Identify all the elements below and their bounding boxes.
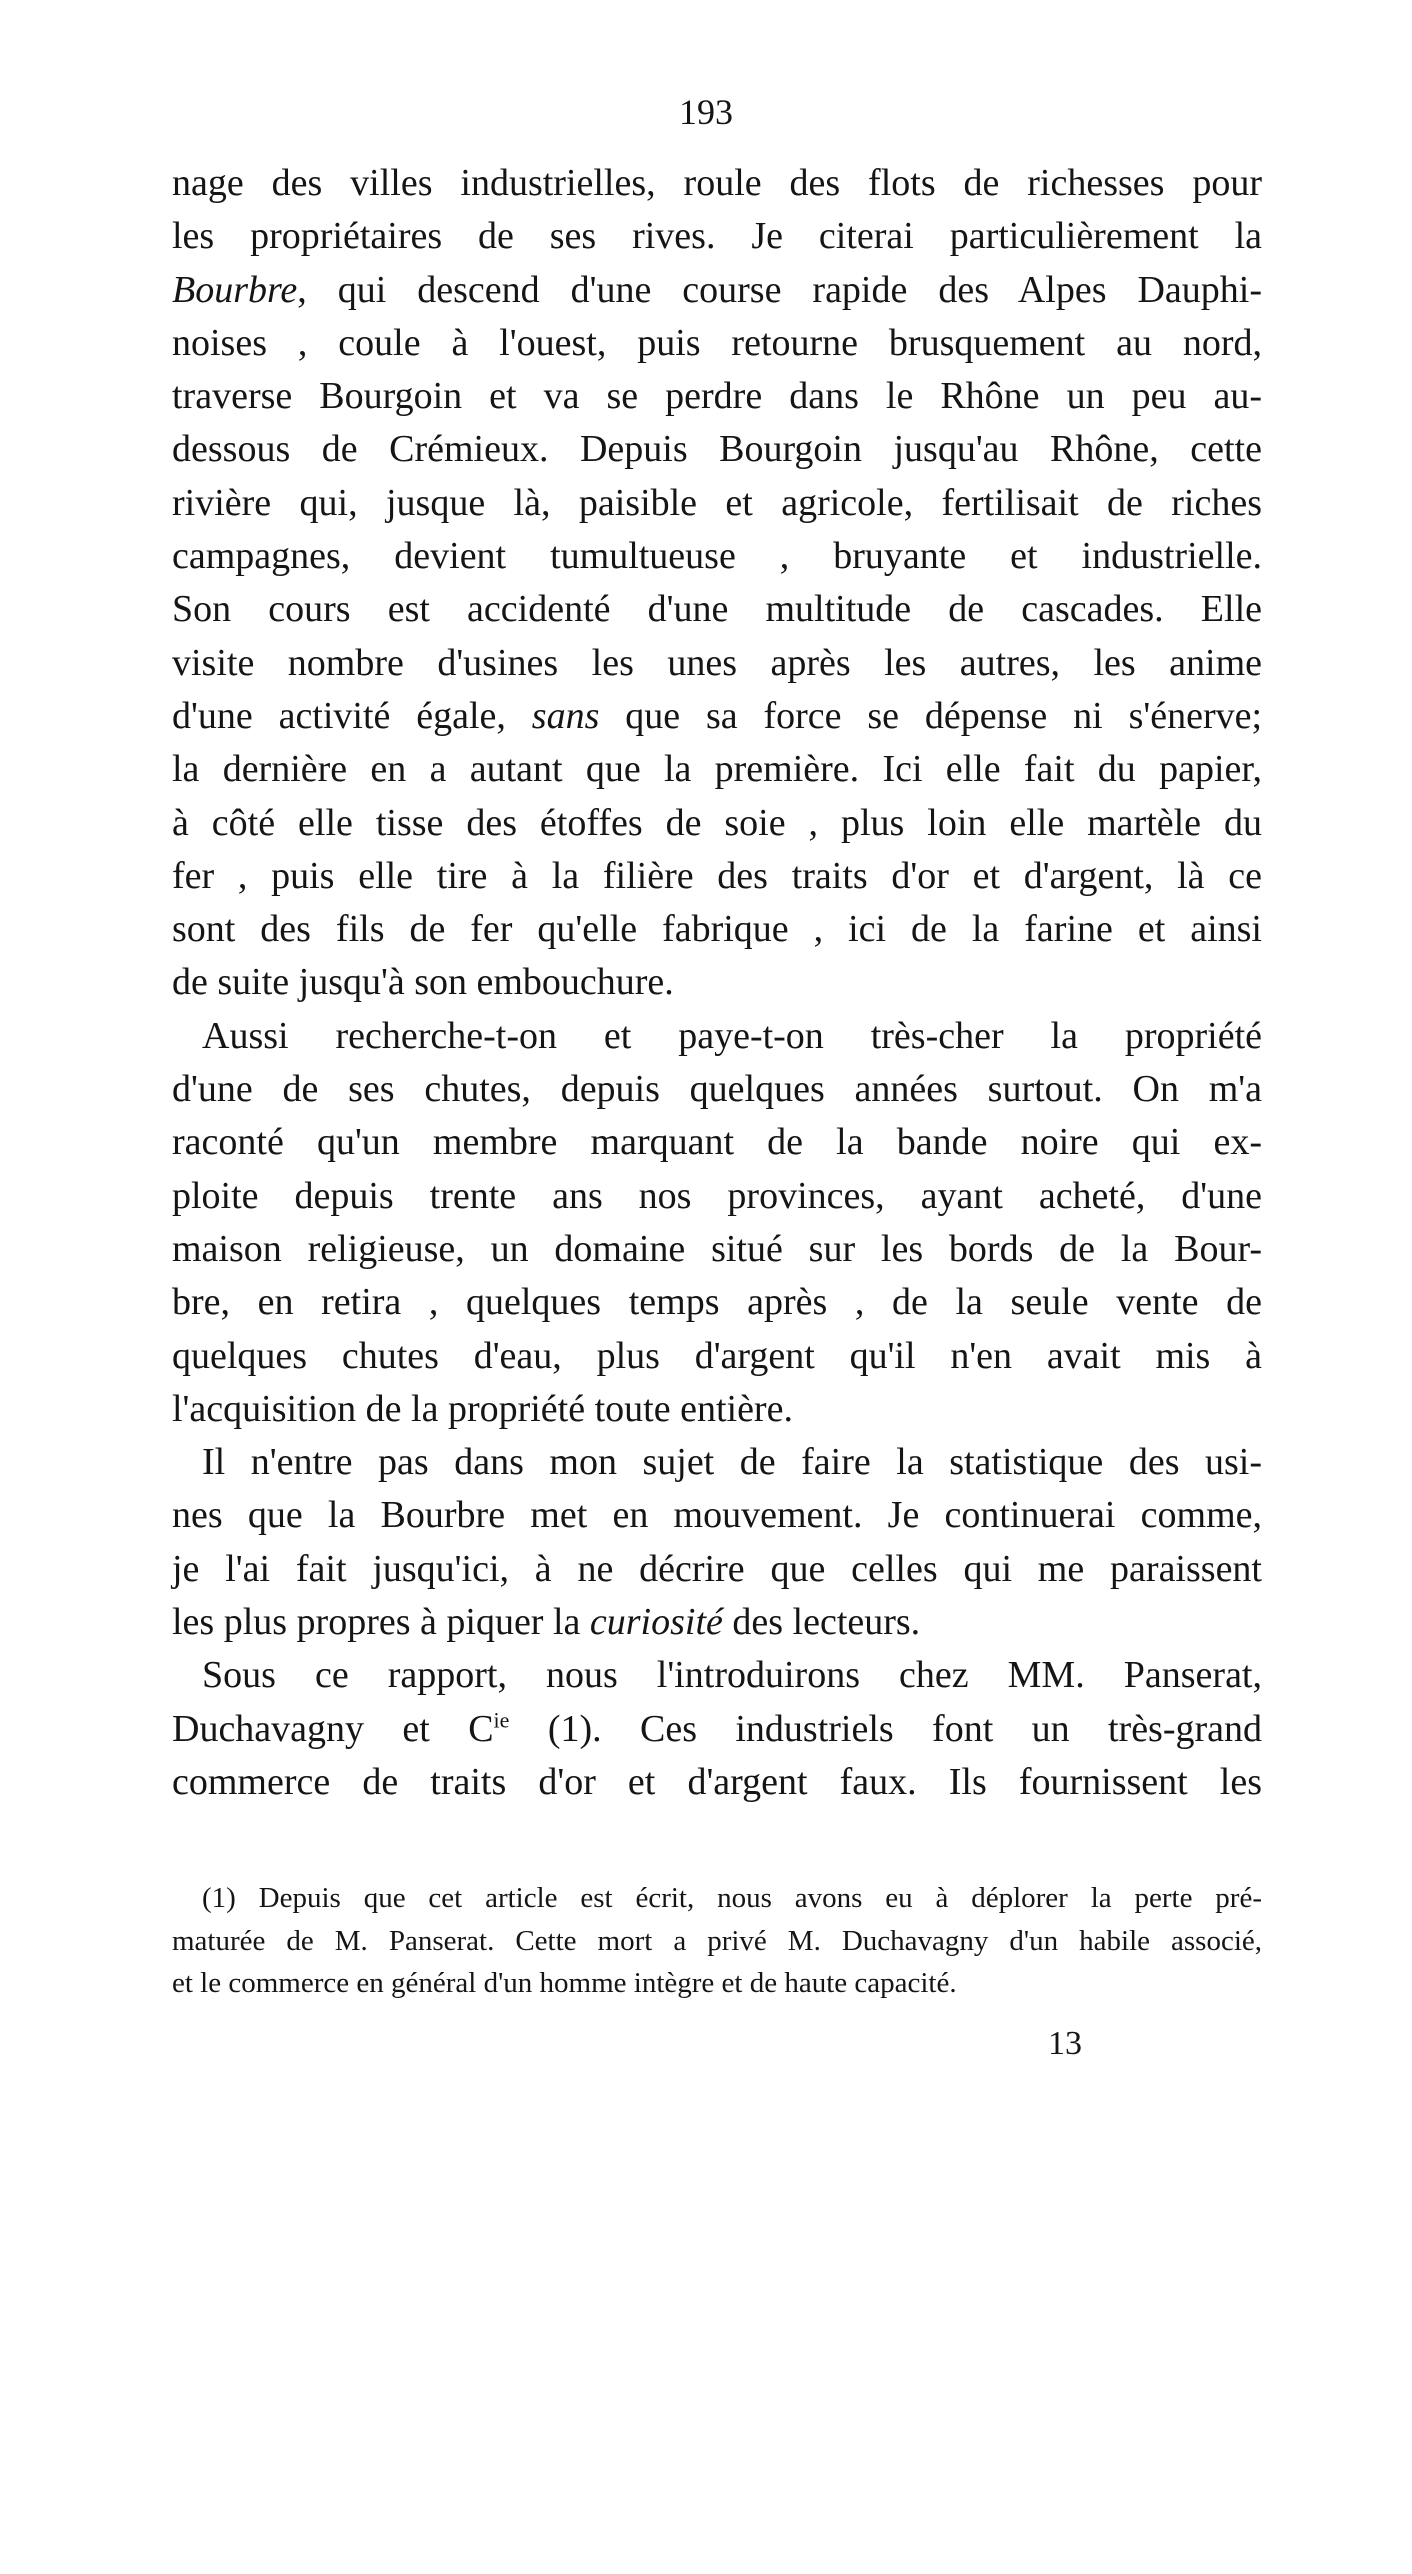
footnote-line: maturée de M. Panserat. Cette mort a privé M. Duchavagny d'un habile associé, xyxy=(172,1924,1262,1957)
text-line: fer , puis elle tire à la filière des traits d'or et d'argent, là ce xyxy=(172,854,1262,897)
text-line: traverse Bourgoin et va se perdre dans le Rhône un peu au- xyxy=(172,375,1262,418)
italic-term: Bourbre xyxy=(172,268,298,311)
text-line: raconté qu'un membre marquant de la bande noire qui ex- xyxy=(172,1121,1262,1164)
text-line: nes que la Bourbre met en mouvement. Je continuerai comme, xyxy=(172,1494,1262,1537)
superscript: ie xyxy=(493,1706,510,1732)
text-fragment: d'une activité égale, xyxy=(172,694,506,737)
footnote-line: et le commerce en général d'un homme intègre et de haute capacité. xyxy=(172,1967,957,1999)
text-fragment: que sa force se dépense ni s'énerve; xyxy=(625,694,1263,737)
text-line: maison religieuse, un domaine situé sur les bords de la Bour- xyxy=(172,1227,1262,1270)
paragraph-4 xyxy=(172,1649,1262,1809)
text-line: les propriétaires de ses rives. Je citerai particulièrement la xyxy=(172,215,1262,258)
paragraph-3 xyxy=(172,1436,1262,1649)
text-line xyxy=(172,690,1262,743)
footnote xyxy=(172,1877,1262,2005)
italic-term: curiosité xyxy=(589,1601,723,1644)
text-line: sont des fils de fer qu'elle fabrique , ici de la farine et ainsi xyxy=(172,908,1262,951)
text-line: je l'ai fait jusqu'ici, à ne décrire que celles qui me paraissent xyxy=(172,1547,1262,1590)
paragraph-2 xyxy=(172,1010,1262,1436)
text-line: ploite depuis trente ans nos provinces, ayant acheté, d'une xyxy=(172,1174,1262,1217)
text-line xyxy=(172,1703,1262,1756)
text-line: Il n'entre pas dans mon sujet de faire la statistique des usi- xyxy=(202,1441,1262,1484)
text-line: d'une de ses chutes, depuis quelques années surtout. On m'a xyxy=(172,1068,1262,1111)
text-line xyxy=(172,1596,1262,1649)
text-fragment: les plus propres à piquer la xyxy=(172,1601,581,1644)
footnote-line: (1) Depuis que cet article est écrit, nous avons eu à déplorer la perte pré- xyxy=(202,1882,1262,1914)
text-fragment: des lecteurs. xyxy=(732,1601,921,1644)
text-line: quelques chutes d'eau, plus d'argent qu'il n'en avait mis à xyxy=(172,1334,1262,1377)
text-line: commerce de traits d'or et d'argent faux. Ils fournissent les xyxy=(172,1760,1262,1803)
text-line: rivière qui, jusque là, paisible et agricole, fertilisait de riches xyxy=(172,481,1262,524)
text-fragment: Duchavagny et C xyxy=(172,1707,494,1750)
text-line: Son cours est accidenté d'une multitude de cascades. Elle xyxy=(172,588,1262,631)
italic-term: sans xyxy=(531,694,600,737)
text-line: à côté elle tisse des étoffes de soie , plus loin elle martèle du xyxy=(172,801,1262,844)
page-number: 193 xyxy=(679,92,733,132)
text-line: bre, en retira , quelques temps après , de la seule vente de xyxy=(172,1281,1262,1324)
text-line: l'acquisition de la propriété toute entière. xyxy=(172,1387,793,1430)
text-line: la dernière en a autant que la première. Ici elle fait du papier, xyxy=(172,748,1262,791)
signature-mark: 13 xyxy=(1048,2025,1082,2062)
text-fragment: (1). Ces industriels font un très-grand xyxy=(547,1707,1263,1750)
text-line: noises , coule à l'ouest, puis retourne brusquement au nord, xyxy=(172,321,1262,364)
paragraph-1 xyxy=(172,157,1262,1010)
text-line: de suite jusqu'à son embouchure. xyxy=(172,961,674,1004)
text-line: visite nombre d'usines les unes après les autres, les anime xyxy=(172,641,1262,684)
text-line: dessous de Crémieux. Depuis Bourgoin jusqu'au Rhône, cette xyxy=(172,428,1262,471)
main-text xyxy=(172,157,1262,1809)
text-line: campagnes, devient tumultueuse , bruyante et industrielle. xyxy=(172,535,1262,578)
text-line: Sous ce rapport, nous l'introduirons chez MM. Panserat, xyxy=(202,1654,1262,1697)
text-line: Aussi recherche-t-on et paye-t-on très-cher la propriété xyxy=(202,1014,1262,1057)
text-line: nage des villes industrielles, roule des flots de richesses pour xyxy=(172,162,1262,204)
text-fragment: , qui descend d'une course rapide des Alpes Dauphi- xyxy=(297,268,1262,311)
text-line xyxy=(172,264,1262,317)
